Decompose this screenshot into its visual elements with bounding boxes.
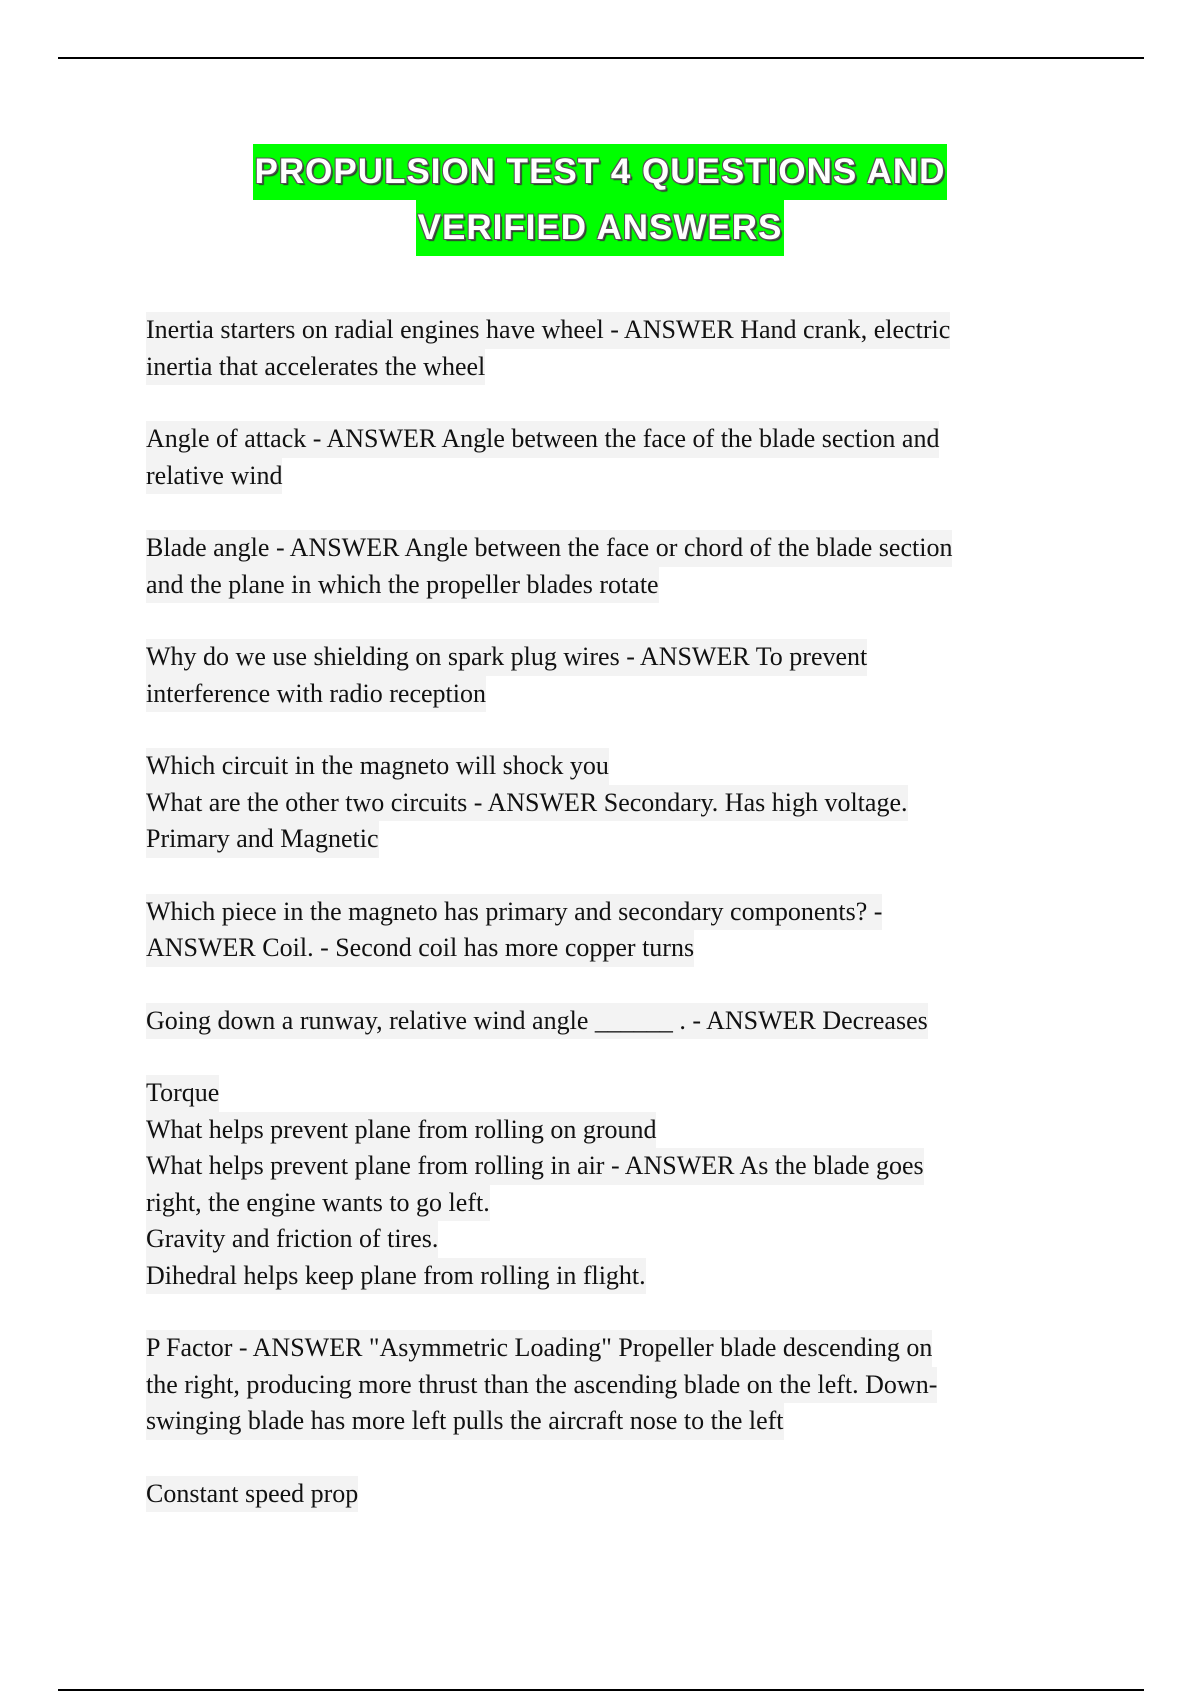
- document-title: [0, 144, 1200, 256]
- qa-line: What helps prevent plane from rolling on ground: [146, 1112, 656, 1149]
- qa-item: [146, 639, 1046, 712]
- top-rule: [58, 57, 1144, 59]
- bottom-rule: [58, 1689, 1144, 1691]
- title-line-2: VERIFIED ANSWERS: [416, 200, 785, 256]
- qa-line: ANSWER Coil. - Second coil has more copper turns: [146, 930, 694, 967]
- qa-list: [146, 312, 1046, 1548]
- qa-line: P Factor - ANSWER "Asymmetric Loading" Propeller blade descending on: [146, 1330, 932, 1367]
- qa-item: [146, 748, 1046, 858]
- qa-item: [146, 1330, 1046, 1440]
- qa-line: Constant speed prop: [146, 1476, 358, 1513]
- qa-item: [146, 312, 1046, 385]
- qa-line: and the plane in which the propeller blades rotate: [146, 567, 659, 604]
- qa-line: swinging blade has more left pulls the aircraft nose to the left: [146, 1403, 784, 1440]
- qa-item: [146, 421, 1046, 494]
- qa-line: Angle of attack - ANSWER Angle between the face of the blade section and: [146, 421, 939, 458]
- qa-line: Primary and Magnetic: [146, 821, 379, 858]
- qa-line: Why do we use shielding on spark plug wires - ANSWER To prevent: [146, 639, 867, 676]
- qa-item: [146, 530, 1046, 603]
- qa-line: right, the engine wants to go left.: [146, 1185, 490, 1222]
- qa-line: What are the other two circuits - ANSWER Secondary. Has high voltage.: [146, 785, 908, 822]
- qa-item: [146, 1075, 1046, 1294]
- qa-line: relative wind: [146, 458, 282, 495]
- qa-item: [146, 894, 1046, 967]
- qa-line: Going down a runway, relative wind angle ______ . - ANSWER Decreases: [146, 1003, 928, 1040]
- qa-line: Blade angle - ANSWER Angle between the face or chord of the blade section: [146, 530, 952, 567]
- qa-line: interference with radio reception: [146, 676, 486, 713]
- qa-line: Dihedral helps keep plane from rolling in flight.: [146, 1258, 646, 1295]
- qa-line: Which piece in the magneto has primary and secondary components? -: [146, 894, 882, 931]
- qa-line: Inertia starters on radial engines have wheel - ANSWER Hand crank, electric: [146, 312, 950, 349]
- qa-item: [146, 1003, 1046, 1040]
- qa-item: [146, 1476, 1046, 1513]
- qa-line: inertia that accelerates the wheel: [146, 349, 485, 386]
- title-line-1: PROPULSION TEST 4 QUESTIONS AND: [253, 144, 948, 200]
- qa-line: Torque: [146, 1075, 219, 1112]
- qa-line: Which circuit in the magneto will shock you: [146, 748, 609, 785]
- qa-line: What helps prevent plane from rolling in air - ANSWER As the blade goes: [146, 1148, 924, 1185]
- qa-line: Gravity and friction of tires.: [146, 1221, 438, 1258]
- qa-line: the right, producing more thrust than the ascending blade on the left. Down-: [146, 1367, 937, 1404]
